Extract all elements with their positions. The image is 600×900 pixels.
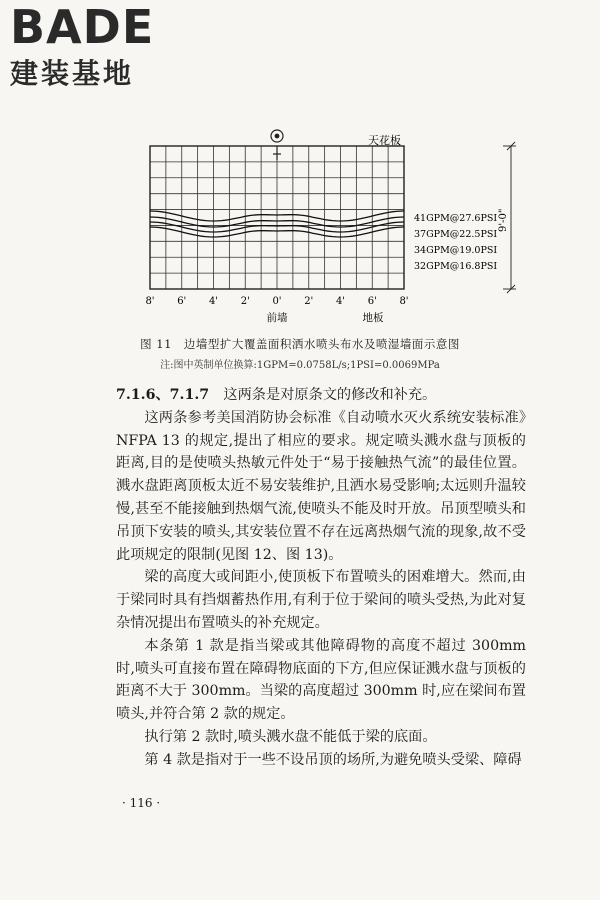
- logo-subtitle: 建装基地: [10, 57, 135, 90]
- x-tick-label: 8': [399, 296, 409, 307]
- x-tick-label: 8': [145, 296, 155, 307]
- figure-note: 注:图中英制单位换算:1GPM=0.0758L/s;1PSI=0.0069MPa: [160, 360, 440, 371]
- x-tick-label: 2': [240, 296, 250, 307]
- flow-label: 41GPM@27.6PSI: [414, 213, 498, 224]
- flow-label: 37GPM@22.5PSI: [414, 229, 498, 240]
- figure-caption: 图 11 边墙型扩大覆盖面积洒水喷头布水及喷湿墙面示意图: [140, 337, 460, 351]
- ceiling-label: 天花板: [368, 134, 401, 147]
- x-tick-label: 4': [208, 296, 219, 307]
- wall-wetting-diagram: [0, 0, 600, 380]
- x-tick-label: 2': [304, 296, 314, 307]
- sprinkler-icon: [271, 130, 283, 160]
- body-text: [116, 384, 526, 772]
- flow-label: 34GPM@19.0PSI: [414, 245, 498, 256]
- floor-label: 地板: [362, 312, 384, 324]
- paragraph: 本条第 1 款是指当梁或其他障碍物的高度不超过 300mm 时,喷头可直接布置在障碍物底面的下方,但应保证溅水盘与顶板的距离不大于 300mm。当梁的高度超过 300mm 时,应在梁间布置喷头,并符合第 2 款的规定。: [116, 637, 526, 723]
- paragraph: 第 4 款是指对于一些不设吊顶的场所,为避免喷头受梁、障碍: [144, 751, 522, 768]
- section-text: 这两条是对原条文的修改和补充。: [223, 387, 437, 403]
- front-wall-label: 前墙: [266, 312, 288, 324]
- flow-labels: [414, 213, 497, 272]
- height-dimension-label: 9'-0": [498, 208, 509, 232]
- section-heading: [116, 384, 526, 407]
- x-tick-label: 4': [335, 296, 346, 307]
- x-tick-label: 6': [177, 296, 187, 307]
- x-tick-label: 0': [272, 296, 282, 307]
- logo-brand: BADE: [10, 0, 155, 54]
- paragraph: 梁的高度大或间距小,使顶板下布置喷头的困难增大。然而,由于梁同时具有挡烟蓄热作用,有利于位于梁间的喷头受热,为此对复杂情况提出布置喷头的补充规定。: [116, 569, 526, 631]
- page-number: · 116 ·: [122, 796, 161, 810]
- x-tick-labels: [145, 296, 408, 307]
- paragraph: 这两条参考美国消防协会标准《自动喷水灭火系统安装标准》NFPA 13 的规定,提出了相应的要求。规定喷头溅水盘与顶板的距离,目的是使喷头热敏元件处于“易于接触热气流”的最佳位置。溅水盘距离顶板太近不易安装维护,且洒水易受影响;太远则升温较慢,甚至不能接触到热烟气流,使喷头不能及时开放。吊顶型喷头和吊顶下安装的喷头,其安装位置不存在远离热烟气流的现象,故不受此项规定的限制(见图 12、图 13)。: [116, 409, 526, 563]
- paragraph: 执行第 2 款时,喷头溅水盘不能低于梁的底面。: [144, 728, 437, 745]
- section-number: 7.1.6、7.1.7: [116, 387, 210, 403]
- x-tick-label: 6': [367, 296, 377, 307]
- flow-label: 32GPM@16.8PSI: [414, 261, 498, 272]
